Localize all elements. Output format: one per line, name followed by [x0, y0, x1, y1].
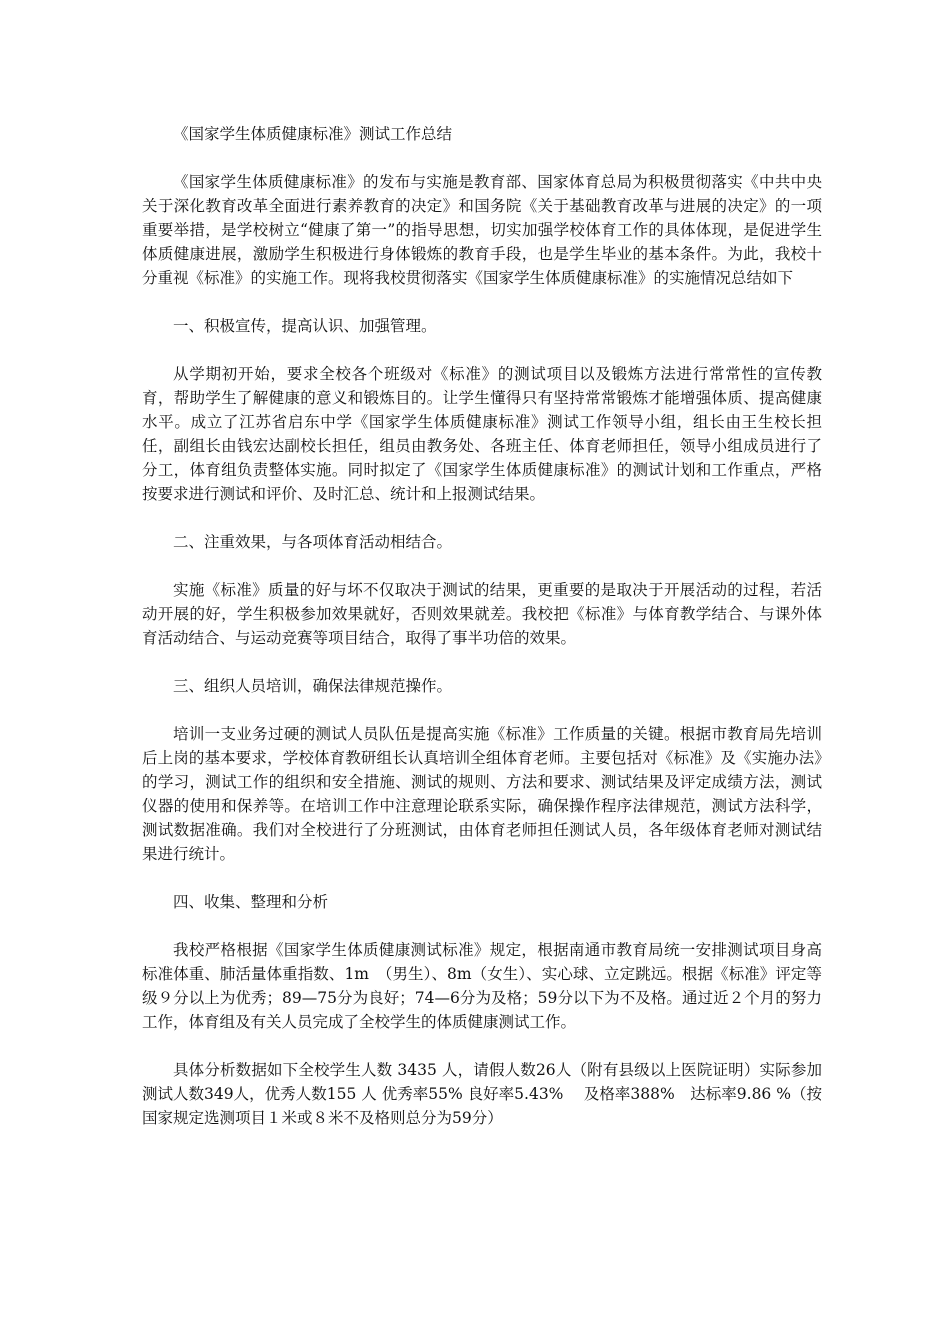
- section-heading-2: 二、注重效果，与各项体育活动相结合。: [173, 533, 453, 551]
- section-body-4: 我校严格根据《国家学生体质健康测试标准》规定，根据南通市教育局统一安排测试项目身高标准体重、肺活量体重指数、1m （男生）、8m（女生）、实心球、立定跳远。根据《标准》评定等级９分以上为优秀；89—75分为良好；74—6分为及格；59分以下为不及格。通过近２个月的努力工作，体育组及有关人员完成了全校学生的体质健康测试工作。: [142, 941, 822, 1031]
- summary-paragraph: 具体分析数据如下全校学生人数 3435 人，请假人数26人（附有县级以上医院证明）实际参加测试人数349人，优秀人数155 人 优秀率55% 良好率5.43% 及格率388% 达标率9.86 %（按国家规定选测项目１米或８米不及格则总分为59分）: [142, 1061, 822, 1127]
- section-heading-1: 一、积极宣传，提高认识、加强管理。: [173, 317, 437, 335]
- section-body-2: 实施《标准》质量的好与坏不仅取决于测试的结果，更重要的是取决于开展活动的过程，若活动开展的好，学生积极参加效果就好，否则效果就差。我校把《标准》与体育教学结合、与课外体育活动结合、与运动竞赛等项目结合，取得了事半功倍的效果。: [142, 581, 822, 647]
- document-title: 《国家学生体质健康标准》测试工作总结: [173, 125, 453, 143]
- intro-paragraph: 《国家学生体质健康标准》的发布与实施是教育部、国家体育总局为积极贯彻落实《中共中央关于深化教育改革全面进行素养教育的决定》和国务院《关于基础教育改革与进展的决定》的一项重要举措，是学校树立“健康了第一”的指导思想，切实加强学校体育工作的具体体现，是促进学生体质健康进展，激励学生积极进行身体锻炼的教育手段，也是学生毕业的基本条件。为此，我校十分重视《标准》的实施工作。现将我校贯彻落实《国家学生体质健康标准》的实施情况总结如下: [142, 173, 822, 287]
- section-heading-3: 三、组织人员培训，确保法律规范操作。: [173, 677, 453, 695]
- section-heading-4: 四、收集、整理和分析: [173, 893, 329, 911]
- section-body-3: 培训一支业务过硬的测试人员队伍是提高实施《标准》工作质量的关键。根据市教育局先培训后上岗的基本要求，学校体育教研组长认真培训全组体育老师。主要包括对《标准》及《实施办法》的学习，测试工作的组织和安全措施、测试的规则、方法和要求、测试结果及评定成绩方法，测试仪器的使用和保养等。在培训工作中注意理论联系实际，确保操作程序法律规范，测试方法科学，测试数据准确。我们对全校进行了分班测试，由体育老师担任测试人员，各年级体育老师对测试结果进行统计。: [142, 725, 822, 863]
- document-page: [142, 122, 822, 1130]
- section-body-1: 从学期初开始，要求全校各个班级对《标准》的测试项目以及锻炼方法进行常常性的宣传教育，帮助学生了解健康的意义和锻炼目的。让学生懂得只有坚持常常锻炼才能增强体质、提高健康水平。成立了江苏省启东中学《国家学生体质健康标准》测试工作领导小组，组长由王生校长担任，副组长由钱宏达副校长担任，组员由教务处、各班主任、体育老师担任，领导小组成员进行了分工，体育组负责整体实施。同时拟定了《国家学生体质健康标准》的测试计划和工作重点，严格按要求进行测试和评价、及时汇总、统计和上报测试结果。: [142, 365, 822, 503]
